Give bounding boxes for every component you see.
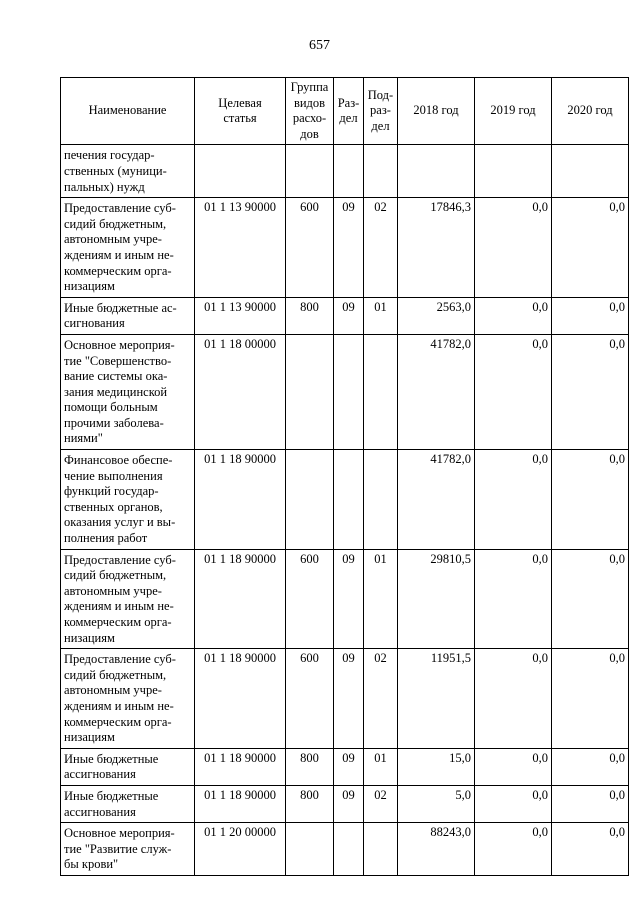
table-row xyxy=(61,748,629,785)
row-group: 600 xyxy=(286,549,334,649)
row-section xyxy=(334,450,364,550)
row-2019: 0,0 xyxy=(475,549,552,649)
row-section xyxy=(334,334,364,449)
header-2020: 2020 год xyxy=(552,78,629,145)
row-name: Иные бюджетные ассигнования xyxy=(61,748,195,785)
row-group xyxy=(286,145,334,198)
header-section: Раз- дел xyxy=(334,78,364,145)
row-2018: 11951,5 xyxy=(398,649,475,749)
row-target: 01 1 13 90000 xyxy=(195,198,286,298)
row-subsection: 01 xyxy=(364,297,398,334)
table-row xyxy=(61,145,629,198)
row-2018 xyxy=(398,145,475,198)
row-target xyxy=(195,145,286,198)
table-row xyxy=(61,785,629,822)
header-target: Целевая статья xyxy=(195,78,286,145)
table-row xyxy=(61,297,629,334)
row-2019: 0,0 xyxy=(475,823,552,876)
row-name: Финансовое обеспе- чение выполнения функций государ- ственных органов, оказания услуг и вы- полнения работ xyxy=(61,450,195,550)
row-2019: 0,0 xyxy=(475,748,552,785)
row-2020: 0,0 xyxy=(552,198,629,298)
table-row xyxy=(61,649,629,749)
row-section: 09 xyxy=(334,297,364,334)
table-header-row xyxy=(61,78,629,145)
row-2020: 0,0 xyxy=(552,823,629,876)
row-2020: 0,0 xyxy=(552,748,629,785)
row-2020: 0,0 xyxy=(552,785,629,822)
row-section xyxy=(334,145,364,198)
table-row xyxy=(61,198,629,298)
row-section: 09 xyxy=(334,785,364,822)
table-row xyxy=(61,549,629,649)
header-group: Группа видов расхо- дов xyxy=(286,78,334,145)
row-group: 800 xyxy=(286,748,334,785)
row-2018: 41782,0 xyxy=(398,334,475,449)
row-name: Основное мероприя- тие "Совершенство- вание системы ока- зания медицинской помощи больным прочими заболева- ниями" xyxy=(61,334,195,449)
row-2020 xyxy=(552,145,629,198)
row-subsection: 01 xyxy=(364,549,398,649)
table-row xyxy=(61,450,629,550)
row-group: 800 xyxy=(286,297,334,334)
row-2020: 0,0 xyxy=(552,297,629,334)
row-2018: 17846,3 xyxy=(398,198,475,298)
row-name: Предоставление суб- сидий бюджетным, автономным учре- ждениям и иным не- коммерческим орга- низациям xyxy=(61,198,195,298)
row-name: Предоставление суб- сидий бюджетным, автономным учре- ждениям и иным не- коммерческим орга- низациям xyxy=(61,649,195,749)
row-2018: 15,0 xyxy=(398,748,475,785)
budget-table xyxy=(60,77,629,876)
row-name: печения государ- ственных (муници- пальных) нужд xyxy=(61,145,195,198)
row-section: 09 xyxy=(334,748,364,785)
row-2019: 0,0 xyxy=(475,297,552,334)
row-2019: 0,0 xyxy=(475,785,552,822)
row-name: Основное мероприя- тие "Развитие служ- бы крови" xyxy=(61,823,195,876)
row-2019 xyxy=(475,145,552,198)
row-2020: 0,0 xyxy=(552,334,629,449)
row-group: 600 xyxy=(286,649,334,749)
row-subsection: 02 xyxy=(364,198,398,298)
row-2019: 0,0 xyxy=(475,198,552,298)
row-section xyxy=(334,823,364,876)
row-name: Предоставление суб- сидий бюджетным, автономным учре- ждениям и иным не- коммерческим орга- низациям xyxy=(61,549,195,649)
row-2020: 0,0 xyxy=(552,549,629,649)
table-row xyxy=(61,334,629,449)
row-2019: 0,0 xyxy=(475,334,552,449)
row-subsection xyxy=(364,823,398,876)
row-subsection xyxy=(364,450,398,550)
row-target: 01 1 20 00000 xyxy=(195,823,286,876)
row-group xyxy=(286,823,334,876)
row-2018: 5,0 xyxy=(398,785,475,822)
row-subsection: 01 xyxy=(364,748,398,785)
row-subsection xyxy=(364,145,398,198)
row-section: 09 xyxy=(334,649,364,749)
row-2018: 88243,0 xyxy=(398,823,475,876)
row-target: 01 1 18 00000 xyxy=(195,334,286,449)
row-name: Иные бюджетные ассигнования xyxy=(61,785,195,822)
row-2018: 29810,5 xyxy=(398,549,475,649)
row-target: 01 1 13 90000 xyxy=(195,297,286,334)
row-subsection xyxy=(364,334,398,449)
row-section: 09 xyxy=(334,198,364,298)
row-2020: 0,0 xyxy=(552,450,629,550)
row-target: 01 1 18 90000 xyxy=(195,450,286,550)
row-group xyxy=(286,450,334,550)
row-target: 01 1 18 90000 xyxy=(195,649,286,749)
row-target: 01 1 18 90000 xyxy=(195,748,286,785)
table-row xyxy=(61,823,629,876)
row-section: 09 xyxy=(334,549,364,649)
row-target: 01 1 18 90000 xyxy=(195,549,286,649)
row-group: 800 xyxy=(286,785,334,822)
row-2019: 0,0 xyxy=(475,450,552,550)
row-name: Иные бюджетные ас- сигнования xyxy=(61,297,195,334)
row-subsection: 02 xyxy=(364,785,398,822)
row-group xyxy=(286,334,334,449)
row-2020: 0,0 xyxy=(552,649,629,749)
row-target: 01 1 18 90000 xyxy=(195,785,286,822)
header-subsection: Под- раз- дел xyxy=(364,78,398,145)
header-2018: 2018 год xyxy=(398,78,475,145)
row-2018: 41782,0 xyxy=(398,450,475,550)
row-subsection: 02 xyxy=(364,649,398,749)
header-2019: 2019 год xyxy=(475,78,552,145)
row-group: 600 xyxy=(286,198,334,298)
row-2019: 0,0 xyxy=(475,649,552,749)
header-name: Наименование xyxy=(61,78,195,145)
page-number: 657 xyxy=(309,38,330,53)
row-2018: 2563,0 xyxy=(398,297,475,334)
